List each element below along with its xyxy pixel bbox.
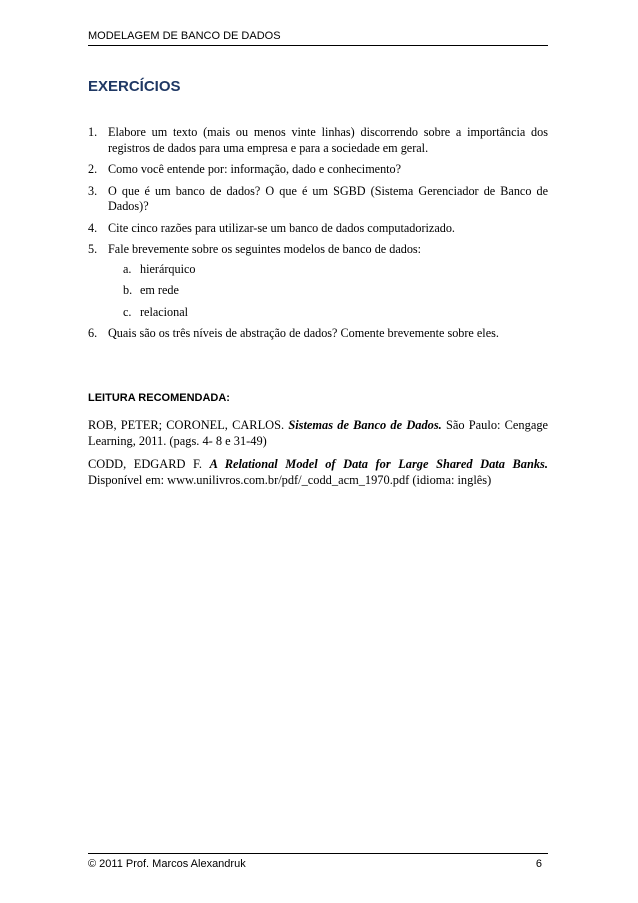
page-number: 6 <box>535 858 542 870</box>
reference-author: CODD, EDGARD F. <box>88 457 202 471</box>
exercise-number: 4. <box>88 220 98 235</box>
exercise-text: Como você entende por: informação, dado e conhecimento? <box>108 162 402 176</box>
document-title: MODELAGEM DE BANCO DE DADOS <box>88 30 281 42</box>
exercise-text: Fale brevemente sobre os seguintes modelos de banco de dados: <box>108 242 422 256</box>
exercise-item <box>88 125 548 156</box>
reference-item <box>88 418 548 449</box>
model-sublist <box>108 262 548 321</box>
exercise-number: 5. <box>88 242 98 256</box>
copyright-text: © 2011 Prof. Marcos Alexandruk <box>88 858 246 870</box>
exercise-number: 1. <box>88 125 98 139</box>
exercise-text: Cite cinco razões para utilizar-se um banco de dados computadorizado. <box>108 220 455 235</box>
exercise-item <box>88 162 548 178</box>
exercise-item <box>88 326 548 342</box>
exercise-text: Quais são os três níveis de abstração de dados? Comente brevemente sobre eles. <box>108 326 499 340</box>
exercise-number: 2. <box>88 162 98 176</box>
exercise-text: O que é um banco de dados? O que é um SGBD (Sistema Gerenciador de Banco de Dados)? <box>108 183 548 213</box>
sublist-letter: b. <box>123 283 133 297</box>
exercise-number: 6. <box>88 326 98 340</box>
exercise-item <box>88 184 548 215</box>
exercise-item <box>88 221 548 237</box>
reference-work: A Relational Model of Data for Large Shared Data Banks. <box>209 457 548 471</box>
sublist-text: em rede <box>140 283 179 297</box>
sublist-letter: c. <box>123 304 132 319</box>
sublist-text: relacional <box>140 304 189 319</box>
exercise-item <box>88 242 548 320</box>
reference-item <box>88 457 548 488</box>
section-title: EXERCÍCIOS <box>88 78 181 95</box>
running-header <box>88 30 548 46</box>
exercise-text: Elabore um texto (mais ou menos vinte linhas) discorrendo sobre a importância dos registros de dados para uma empresa e para a sociedade em geral. <box>108 125 548 155</box>
sublist-letter: a. <box>123 261 132 276</box>
reference-work: Sistemas de Banco de Dados. <box>288 418 442 432</box>
reading-title: LEITURA RECOMENDADA: <box>88 392 230 404</box>
reference-details: São Paulo: Cengage Learning, 2011. (pags. 4- 8 e 31-49) <box>88 418 549 448</box>
reference-author: ROB, PETER; CORONEL, CARLOS. <box>88 418 285 432</box>
reference-list <box>88 418 548 496</box>
exercise-number: 3. <box>88 183 98 198</box>
sublist-text: hierárquico <box>140 261 196 276</box>
sublist-item <box>123 262 548 278</box>
page-footer <box>88 853 548 870</box>
sublist-item <box>123 305 548 321</box>
reference-details: Disponível em: www.unilivros.com.br/pdf/_codd_acm_1970.pdf (idioma: inglês) <box>88 472 492 487</box>
exercise-list <box>88 125 548 348</box>
sublist-item <box>123 283 548 299</box>
